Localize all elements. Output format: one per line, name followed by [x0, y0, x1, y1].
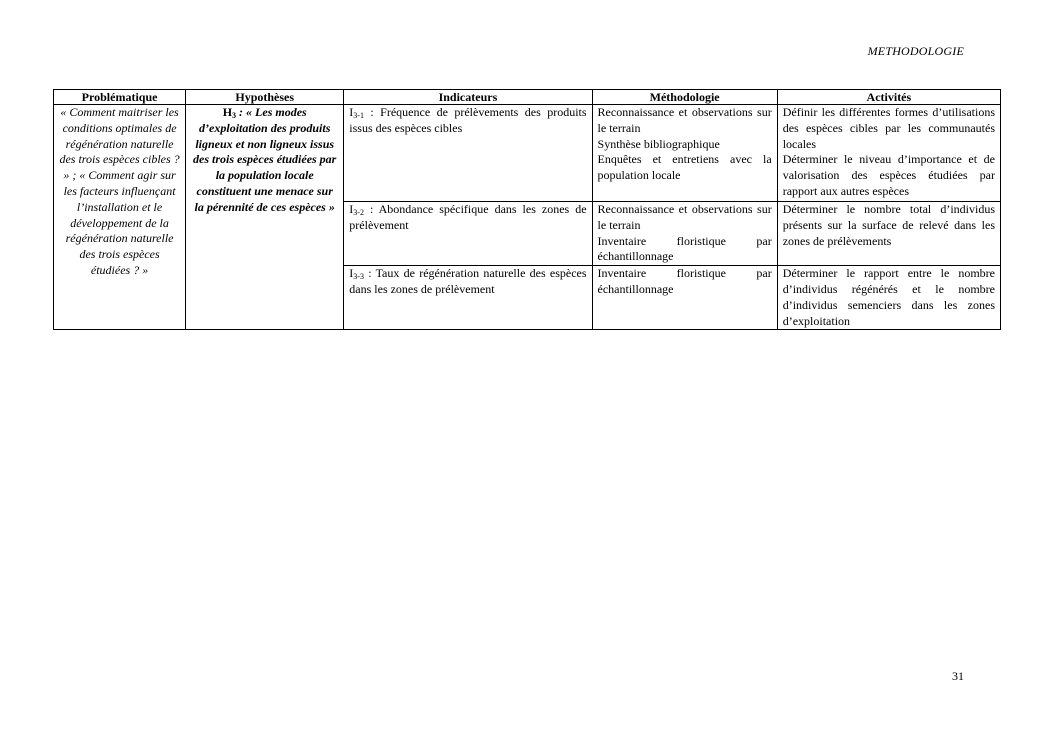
page-number: 31	[952, 669, 964, 683]
method-item: Reconnaissance et observations sur le terrain	[597, 105, 772, 135]
header-activites: Activités	[777, 90, 1000, 105]
activity-item: Déterminer le niveau d’importance et de valorisation des espèces étudiées par rapport aux autres espèces	[782, 152, 995, 198]
indicator-code: I	[349, 105, 354, 119]
methodology-cell	[592, 202, 777, 266]
table-header-row	[54, 90, 1001, 105]
header-methodologie: Méthodologie	[592, 90, 777, 105]
method-item: Enquêtes et entretiens avec la population locale	[597, 152, 772, 183]
activity-item: Déterminer le rapport entre le nombre d’individus régénérés et le nombre d’individus semenciers dans les zones d’exploitation	[782, 266, 995, 328]
indicator-cell	[344, 202, 592, 266]
indicator-cell	[344, 266, 592, 330]
indicator-text: : Fréquence de prélèvements des produits issus des espèces cibles	[349, 105, 587, 135]
hypothesis-code-sub: 3	[232, 111, 237, 120]
methodology-table	[53, 89, 1001, 330]
methodology-cell	[592, 266, 777, 330]
indicator-text: : Abondance spécifique dans les zones de prélèvement	[349, 202, 587, 232]
table-row	[54, 105, 1001, 202]
activity-item: Déterminer le nombre total d’individus présents sur la surface de relevé dans les zones de prélèvements	[782, 202, 995, 248]
hypothesis-text: : « Les modes d’exploitation des produits ligneux et non ligneux issus des trois espèces étudiées par la population locale constituent une menace sur la pérennité de ces espèces »	[193, 105, 337, 214]
indicator-code: I	[349, 266, 354, 281]
activity-item: Définir les différentes formes d’utilisations des espèces cibles par les communautés locales	[782, 105, 995, 151]
method-item: Inventaire floristique par échantillonnage	[597, 233, 772, 264]
activities-cell	[777, 266, 1000, 330]
method-item: Inventaire floristique par échantillonnage	[597, 266, 772, 296]
activities-cell	[777, 105, 1000, 202]
problematique-cell: « Comment maitriser les conditions optimales de régénération naturelle des trois espèces cibles ? » ; « Comment agir sur les facteurs influençant l’installation et le développement de la régénération naturelle des trois espèces étudiées ? »	[54, 105, 186, 330]
indicator-code: I	[349, 202, 354, 216]
indicator-sub: 3-1	[353, 111, 364, 120]
methodology-cell	[592, 105, 777, 202]
indicator-text: : Taux de régénération naturelle des espèces dans les zones de prélèvement	[349, 266, 587, 296]
running-head: METHODOLOGIE	[867, 44, 964, 58]
hypothesis-code: H	[222, 105, 233, 119]
method-item: Reconnaissance et observations sur le terrain	[597, 202, 772, 232]
indicator-cell	[344, 105, 592, 202]
method-item: Synthèse bibliographique	[597, 136, 720, 151]
header-hypotheses: Hypothèses	[186, 90, 344, 105]
header-indicateurs: Indicateurs	[344, 90, 592, 105]
header-problematique: Problématique	[54, 90, 186, 105]
activities-cell	[777, 202, 1000, 266]
indicator-sub: 3-3	[353, 272, 364, 282]
indicator-sub: 3-2	[353, 208, 364, 217]
hypothesis-cell	[186, 105, 344, 330]
